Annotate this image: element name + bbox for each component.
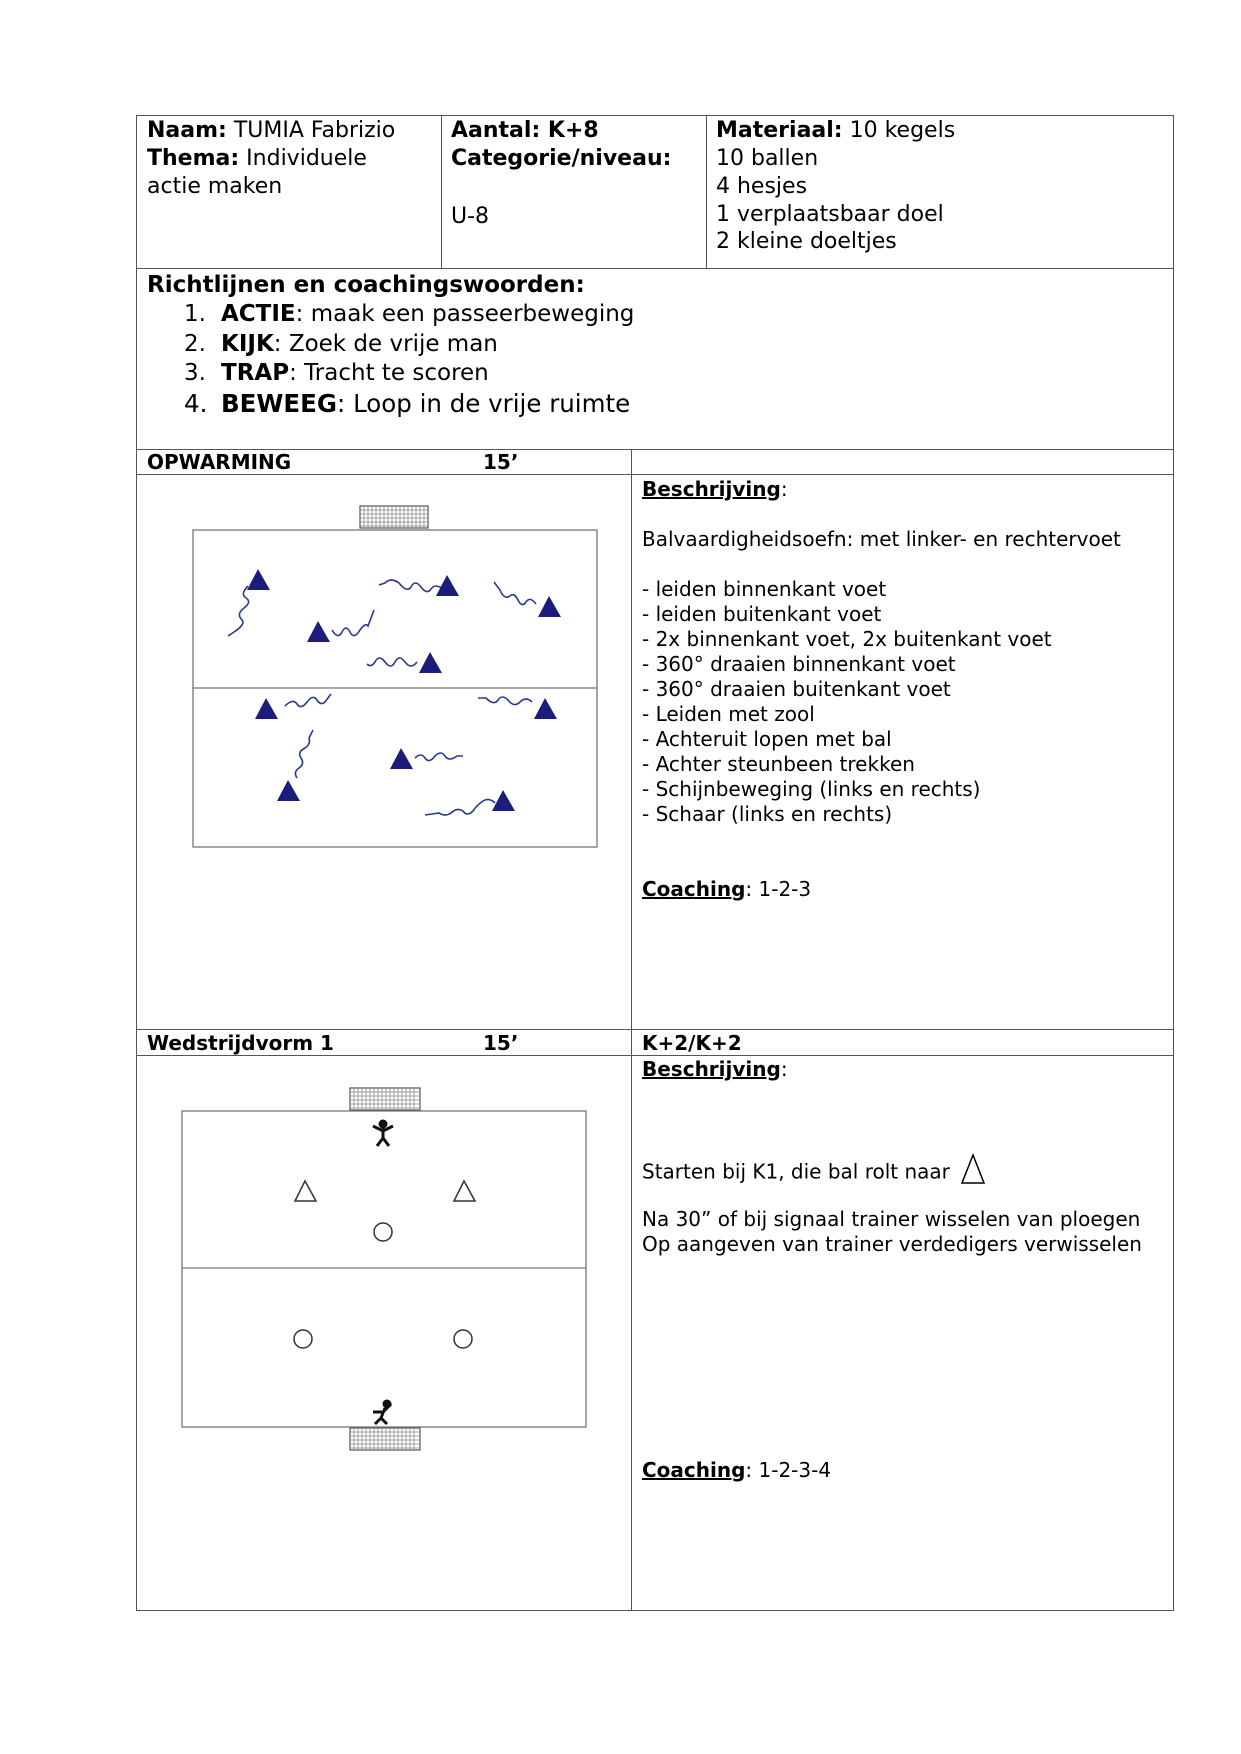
drill-item: - 2x binnenkant voet, 2x buitenkant voet <box>642 627 1052 651</box>
section2-title: Wedstrijdvorm 1 <box>147 1031 334 1055</box>
section2-line3: Op aangeven van trainer verdedigers verwisselen <box>642 1232 1142 1256</box>
drill-item: - leiden buitenkant voet <box>642 602 882 626</box>
materiaal-item: 1 verplaatsbaar doel <box>716 202 944 227</box>
guideline-item: 1. ACTIE: maak een passeerbeweging <box>184 301 635 327</box>
drill-item: - 360° draaien buitenkant voet <box>642 677 951 701</box>
section2-line1: Starten bij K1, die bal rolt naar <box>642 1157 982 1189</box>
goal-net-icon <box>350 1088 420 1110</box>
materiaal-item: 10 kegels <box>849 118 956 143</box>
drill-item: - 360° draaien binnenkant voet <box>642 652 956 676</box>
section1-coaching-label: Coaching <box>642 877 746 901</box>
thema-label: Thema: <box>147 146 240 171</box>
section1-coaching-value: : 1-2-3 <box>745 877 812 901</box>
drill-item: - Achteruit lopen met bal <box>642 727 892 751</box>
materiaal-label: Materiaal: <box>716 118 843 143</box>
drill-item: - Schaar (links en rechts) <box>642 802 893 826</box>
goal-net-icon <box>350 1428 420 1450</box>
section2-line2: Na 30” of bij signaal trainer wisselen van ploegen <box>642 1207 1141 1231</box>
categorie-label: Categorie/niveau: <box>451 146 672 171</box>
naam-value: TUMIA Fabrizio <box>233 118 396 143</box>
section2-desc-heading: Beschrijving <box>642 1057 781 1081</box>
pitch-outline <box>182 1111 586 1427</box>
section2-desc-heading-line: Beschrijving: <box>642 1057 788 1081</box>
section2-format: K+2/K+2 <box>642 1031 742 1055</box>
categorie-value: U-8 <box>451 204 490 229</box>
player-circle-icon <box>294 1223 472 1348</box>
guideline-item: 4. BEWEEG: Loop in de vrije ruimte <box>184 388 631 418</box>
naam-label: Naam: <box>147 118 227 143</box>
section2-duration: 15’ <box>483 1031 519 1055</box>
thema-value: Individuele <box>246 146 367 171</box>
guidelines-title: Richtlijnen en coachingswoorden: <box>147 272 585 298</box>
thema-value-continued: actie maken <box>147 174 283 199</box>
section1-desc-heading: Beschrijving <box>642 477 781 501</box>
materiaal-item: 10 ballen <box>716 146 819 171</box>
drill-item: - Achter steunbeen trekken <box>642 752 915 776</box>
materiaal-item: 2 kleine doeltjes <box>716 229 897 254</box>
section1-title: OPWARMING <box>147 450 292 474</box>
guideline-item: 3. TRAP: Tracht te scoren <box>184 360 489 386</box>
section1-description: Beschrijving: Balvaardigheidsoefn: met linker- en rechtervoet - leiden binnenkant voet - leiden buitenkant voet - 2x binnenkant voet, 2x buitenkant voet - 360° draaien binnenkant voet - 360° draaien buitenkant voet - Leiden met zool - Achteruit lopen met bal - Achter steunbeen trekken - Schijnbeweging (links en rechts) - Schaar (links en rechts) <box>642 477 1121 826</box>
drill-item: - Schijnbeweging (links en rechts) <box>642 777 981 801</box>
goalkeeper-icon <box>373 1400 391 1424</box>
section1-duration: 15’ <box>483 450 519 474</box>
aantal-label: Aantal: K+8 <box>451 118 599 143</box>
section2-coaching-value: : 1-2-3-4 <box>745 1458 832 1482</box>
section2-coaching-label: Coaching <box>642 1458 746 1482</box>
drill-item: - Leiden met zool <box>642 702 815 726</box>
section1-intro: Balvaardigheidsoefn: met linker- en rechtervoet <box>642 527 1121 551</box>
cone-outline-icon <box>295 1181 475 1201</box>
materiaal-item: 4 hesjes <box>716 174 808 199</box>
guideline-item: 2. KIJK: Zoek de vrije man <box>184 330 498 357</box>
drill-item: - leiden binnenkant voet <box>642 577 887 601</box>
goalkeeper-icon <box>373 1120 393 1146</box>
